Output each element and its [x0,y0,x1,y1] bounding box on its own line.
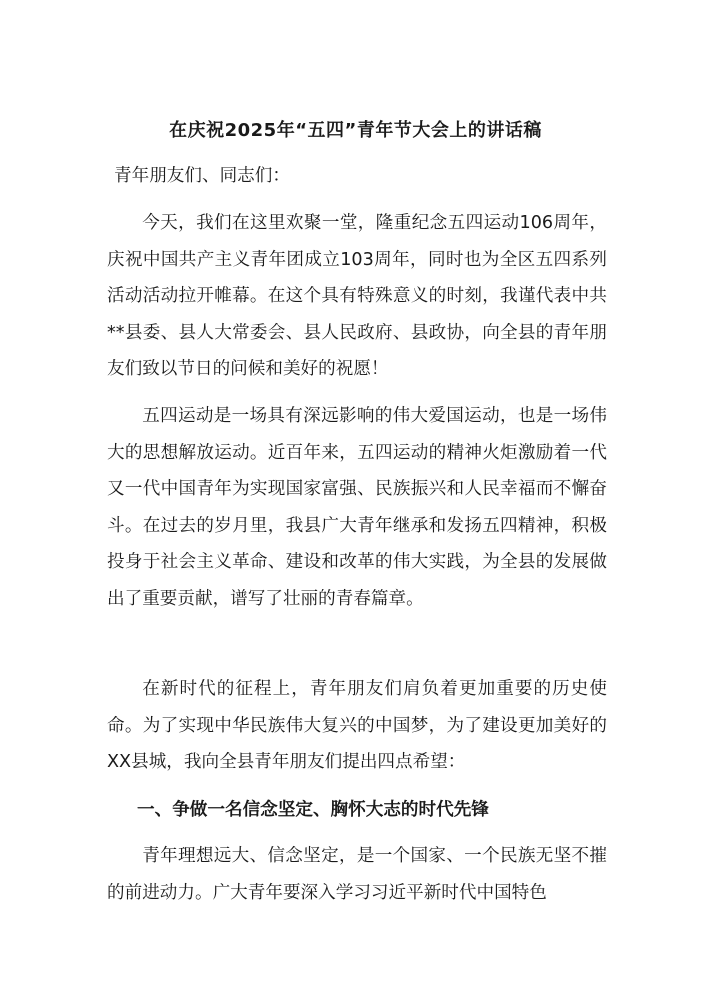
paragraph-1: 今天，我们在这里欢聚一堂，隆重纪念五四运动106周年，庆祝中国共产主义青年团成立103周年，同时也为全区五四系列活动活动拉开帷幕。在这个具有特殊意义的时刻，我谨代表中共**县委、县人大常委会、县人民政府、县政协，向全县的青年朋友们致以节日的问候和美好的祝愿！ [107,213,607,379]
section-paragraph: 青年理想远大、信念坚定，是一个国家、一个民族无坚不摧的前进动力。广大青年要深入学习习近平新时代中国特色 [107,846,607,903]
salutation: 青年朋友们、同志们： [114,166,290,186]
paragraph-3: 在新时代的征程上，青年朋友们肩负着更加重要的历史使命。为了实现中华民族伟大复兴的中国梦，为了建设更加美好的XX县城，我向全县青年朋友们提出四点希望： [107,679,607,772]
paragraph-2: 五四运动是一场具有深远影响的伟大爱国运动，也是一场伟大的思想解放运动。近百年来，五四运动的精神火炬激励着一代又一代中国青年为实现国家富强、民族振兴和人民幸福而不懈奋斗。在过去的岁月里，我县广大青年继承和发扬五四精神，积极投身于社会主义革命、建设和改革的伟大实践，为全县的发展做出了重要贡献，谱写了壮丽的青春篇章。 [107,406,607,609]
section-heading: 一、争做一名信念坚定、胸怀大志的时代先锋 [137,800,489,820]
document-title: 在庆祝2025年“五四”青年节大会上的讲话稿 [169,120,542,141]
